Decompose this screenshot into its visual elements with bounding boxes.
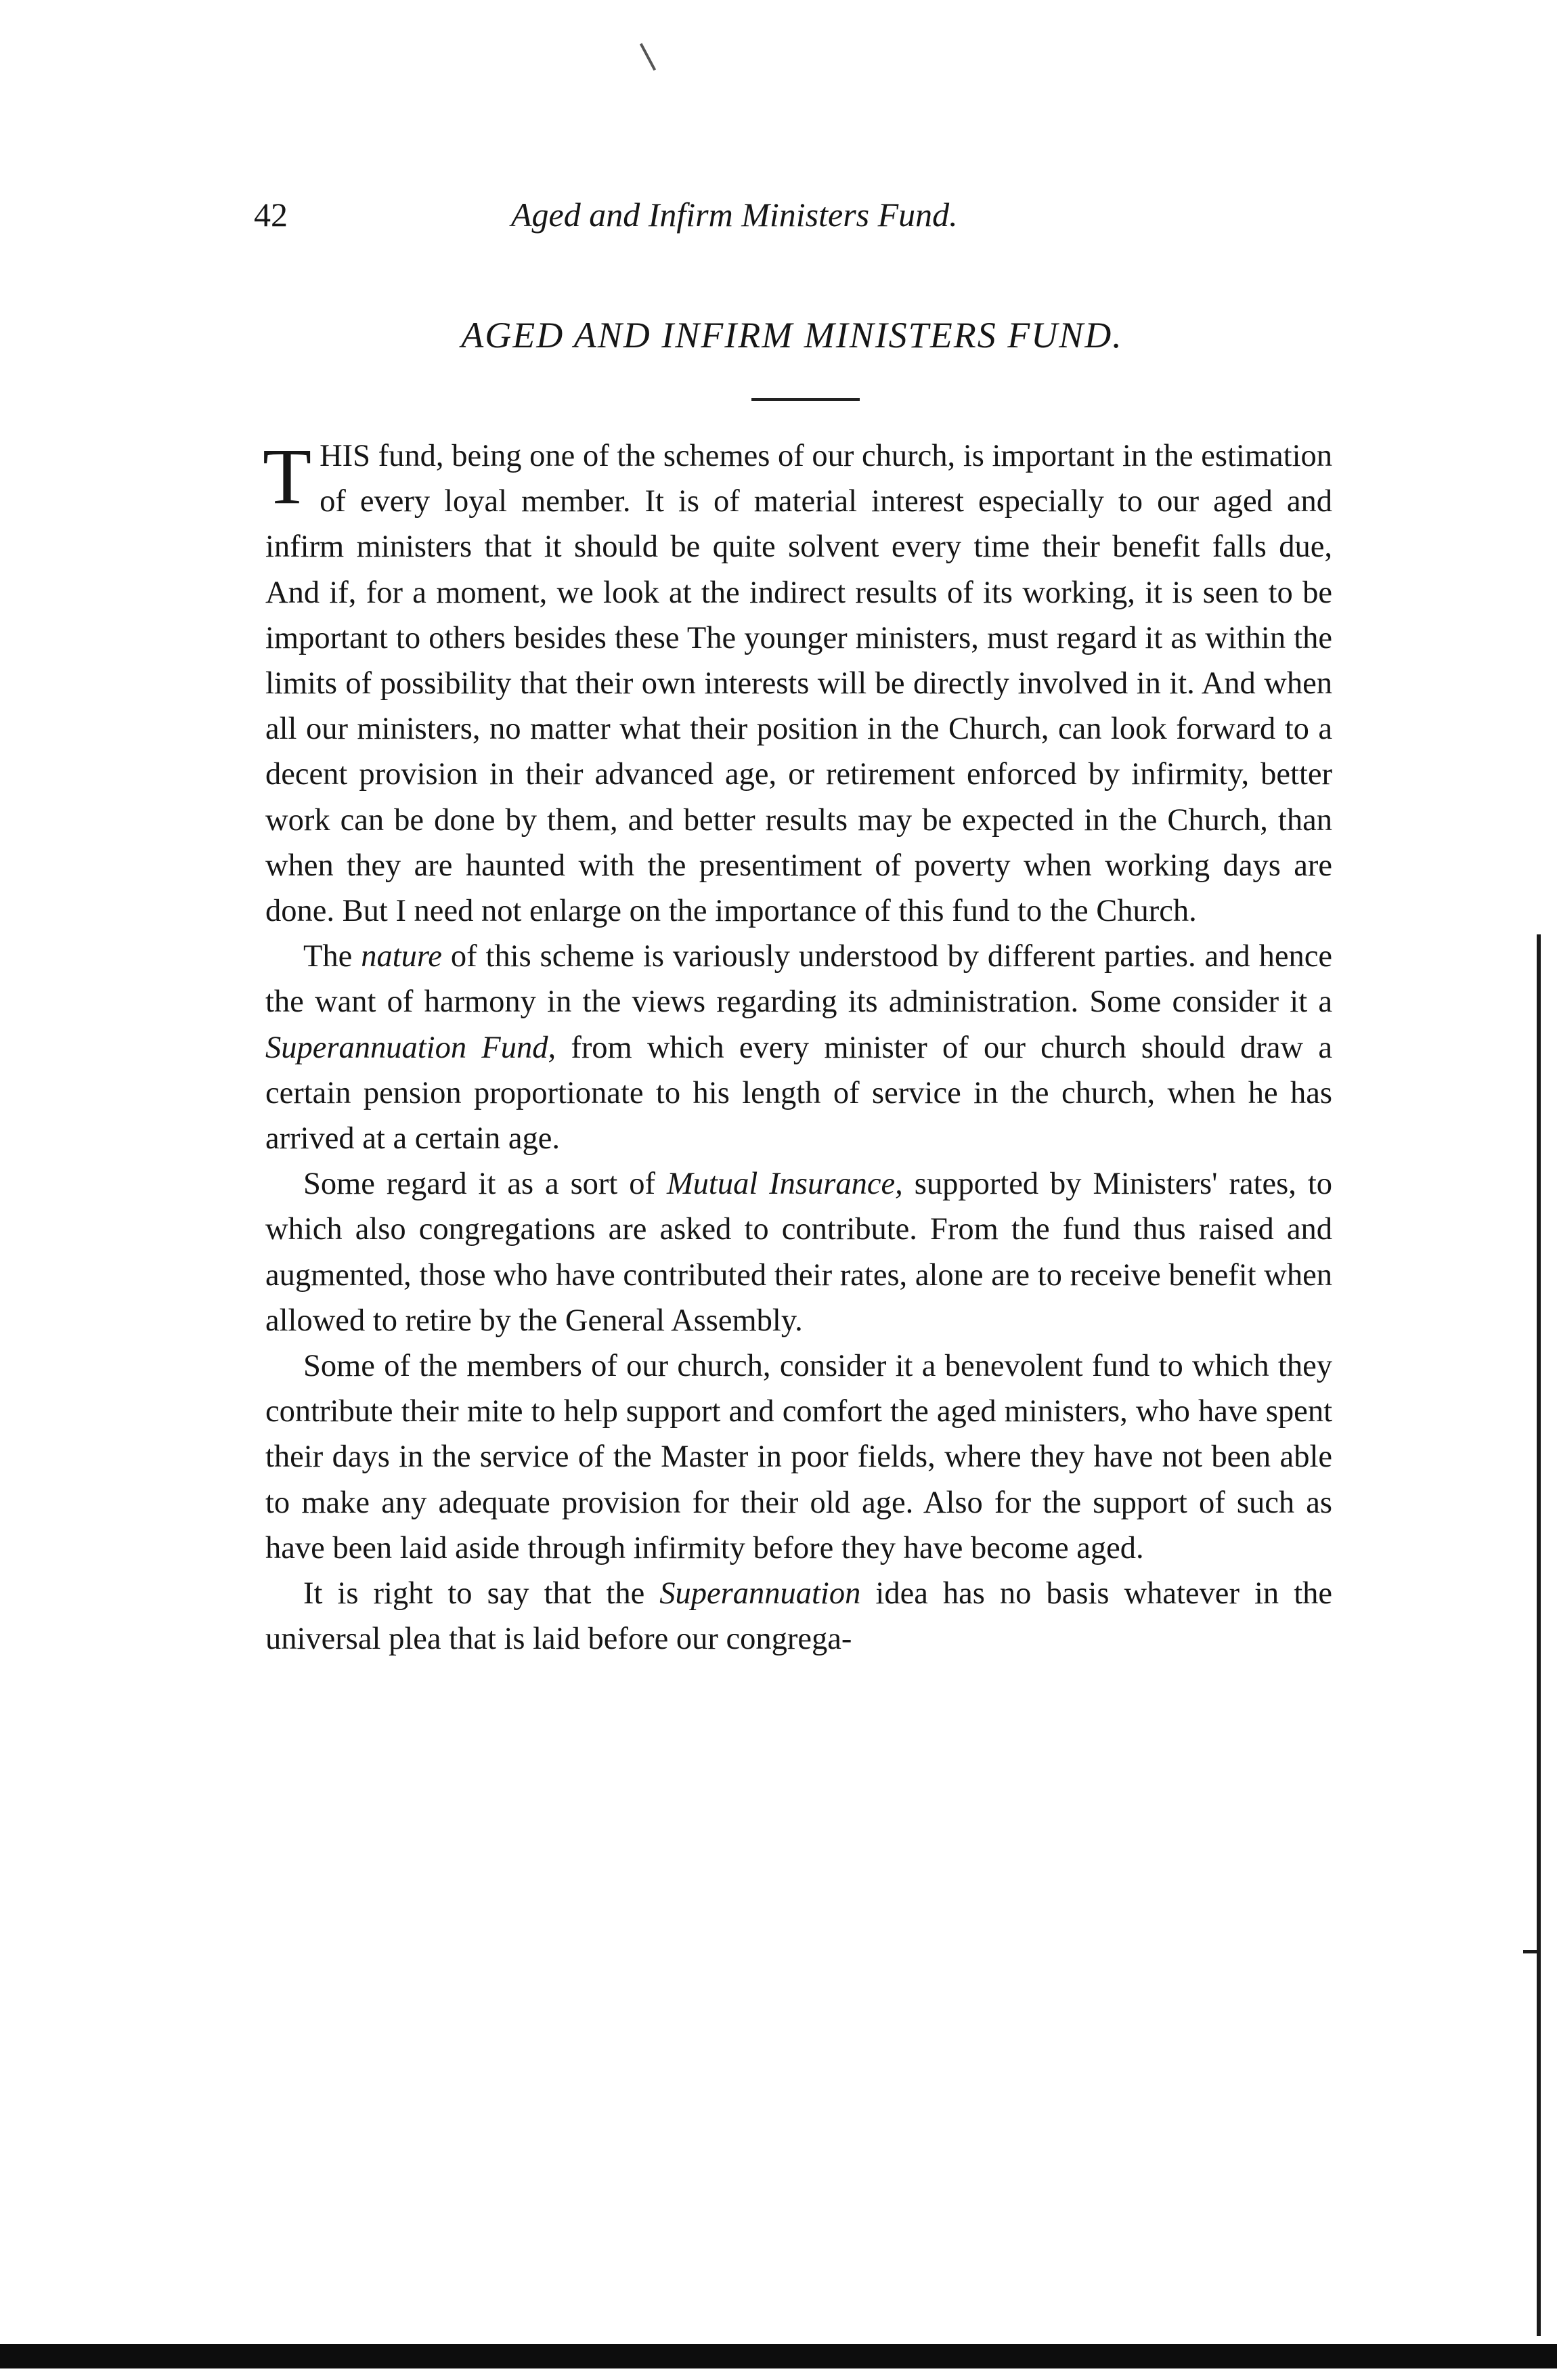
scan-artifact-mark xyxy=(640,43,656,71)
drop-cap: T xyxy=(263,432,312,521)
paragraph-2-text-1: The xyxy=(303,939,361,974)
paragraph-4-text: Some of the members of our church, consider it a benevolent fund to which they contribute their mite to help support and comfort the aged ministers, who have spent their days in the service of the Master in poor fields, where they have not been able to make any adequate provision for their old age. Also for the support of such as have been laid aside through infirmity before they have become aged. xyxy=(265,1349,1332,1565)
running-head xyxy=(254,191,1127,238)
paragraph-3 xyxy=(265,1161,1332,1343)
paragraph-1-text: HIS fund, being one of the schemes of our church, is important in the estimation of every loyal member. It is of material interest especially to our aged and infirm ministers that it should be quite solvent every time their benefit falls due, And if, for a moment, we look at the indirect results of its working, it is seen to be important to others besides these The younger ministers, must regard it as within the limits of possibility that their own interests will be directly involved in it. And when all our ministers, no matter what their position in the Church, can look forward to a decent provision in their advanced age, or retirement enforced by infirmity, better work can be done by them, and better results may be expected in the Church, than when they are haunted with the presentiment of poverty when working days are done. But I need not enlarge on the importance of this fund to the Church. xyxy=(265,439,1332,929)
paragraph-2-text-3: from which every minister of our church should draw a certain pension proportionate to his length of service in the church, when he has arrived at a certain age. xyxy=(265,1030,1332,1156)
paragraph-1 xyxy=(265,433,1332,934)
paragraph-3-italic-1: Mutual Insurance, xyxy=(666,1167,903,1202)
paragraph-5 xyxy=(265,1571,1332,1662)
section-title: AGED AND INFIRM MINISTERS FUND. xyxy=(461,315,1123,355)
paragraph-5-italic-1: Superannuation xyxy=(659,1576,861,1611)
paragraph-5-text-1: It is right to say that the xyxy=(303,1576,660,1611)
paragraph-2-text-2: of this scheme is variously understood by different parties. and hence the want of harmony in the views regarding its administration. Some consider it a xyxy=(265,939,1332,1020)
body-text xyxy=(265,433,1332,1662)
running-title: Aged and Infirm Ministers Fund. xyxy=(511,196,958,234)
paragraph-4 xyxy=(265,1343,1332,1571)
paragraph-5-text-2: idea has no basis whatever in the universal plea that is laid before our congrega- xyxy=(265,1576,1333,1657)
paragraph-3-text-2: supported by Ministers' rates, to which also congregations are asked to contribute. From the fund thus raised and augmented, those who have contributed their rates, alone are to receive benefit when allowed to retire by the General Assembly. xyxy=(265,1167,1332,1338)
title-rule xyxy=(751,398,860,401)
bottom-border xyxy=(0,2344,1557,2368)
page-edge-tick xyxy=(1523,1950,1541,1953)
paragraph-2-italic-2: Superannuation Fund, xyxy=(265,1030,556,1065)
paragraph-2 xyxy=(265,934,1332,1161)
page-number: 42 xyxy=(254,196,288,234)
page-edge-rule xyxy=(1537,934,1541,2336)
paragraph-2-italic-1: nature xyxy=(361,939,442,974)
paragraph-3-text-1: Some regard it as a sort of xyxy=(303,1167,667,1202)
